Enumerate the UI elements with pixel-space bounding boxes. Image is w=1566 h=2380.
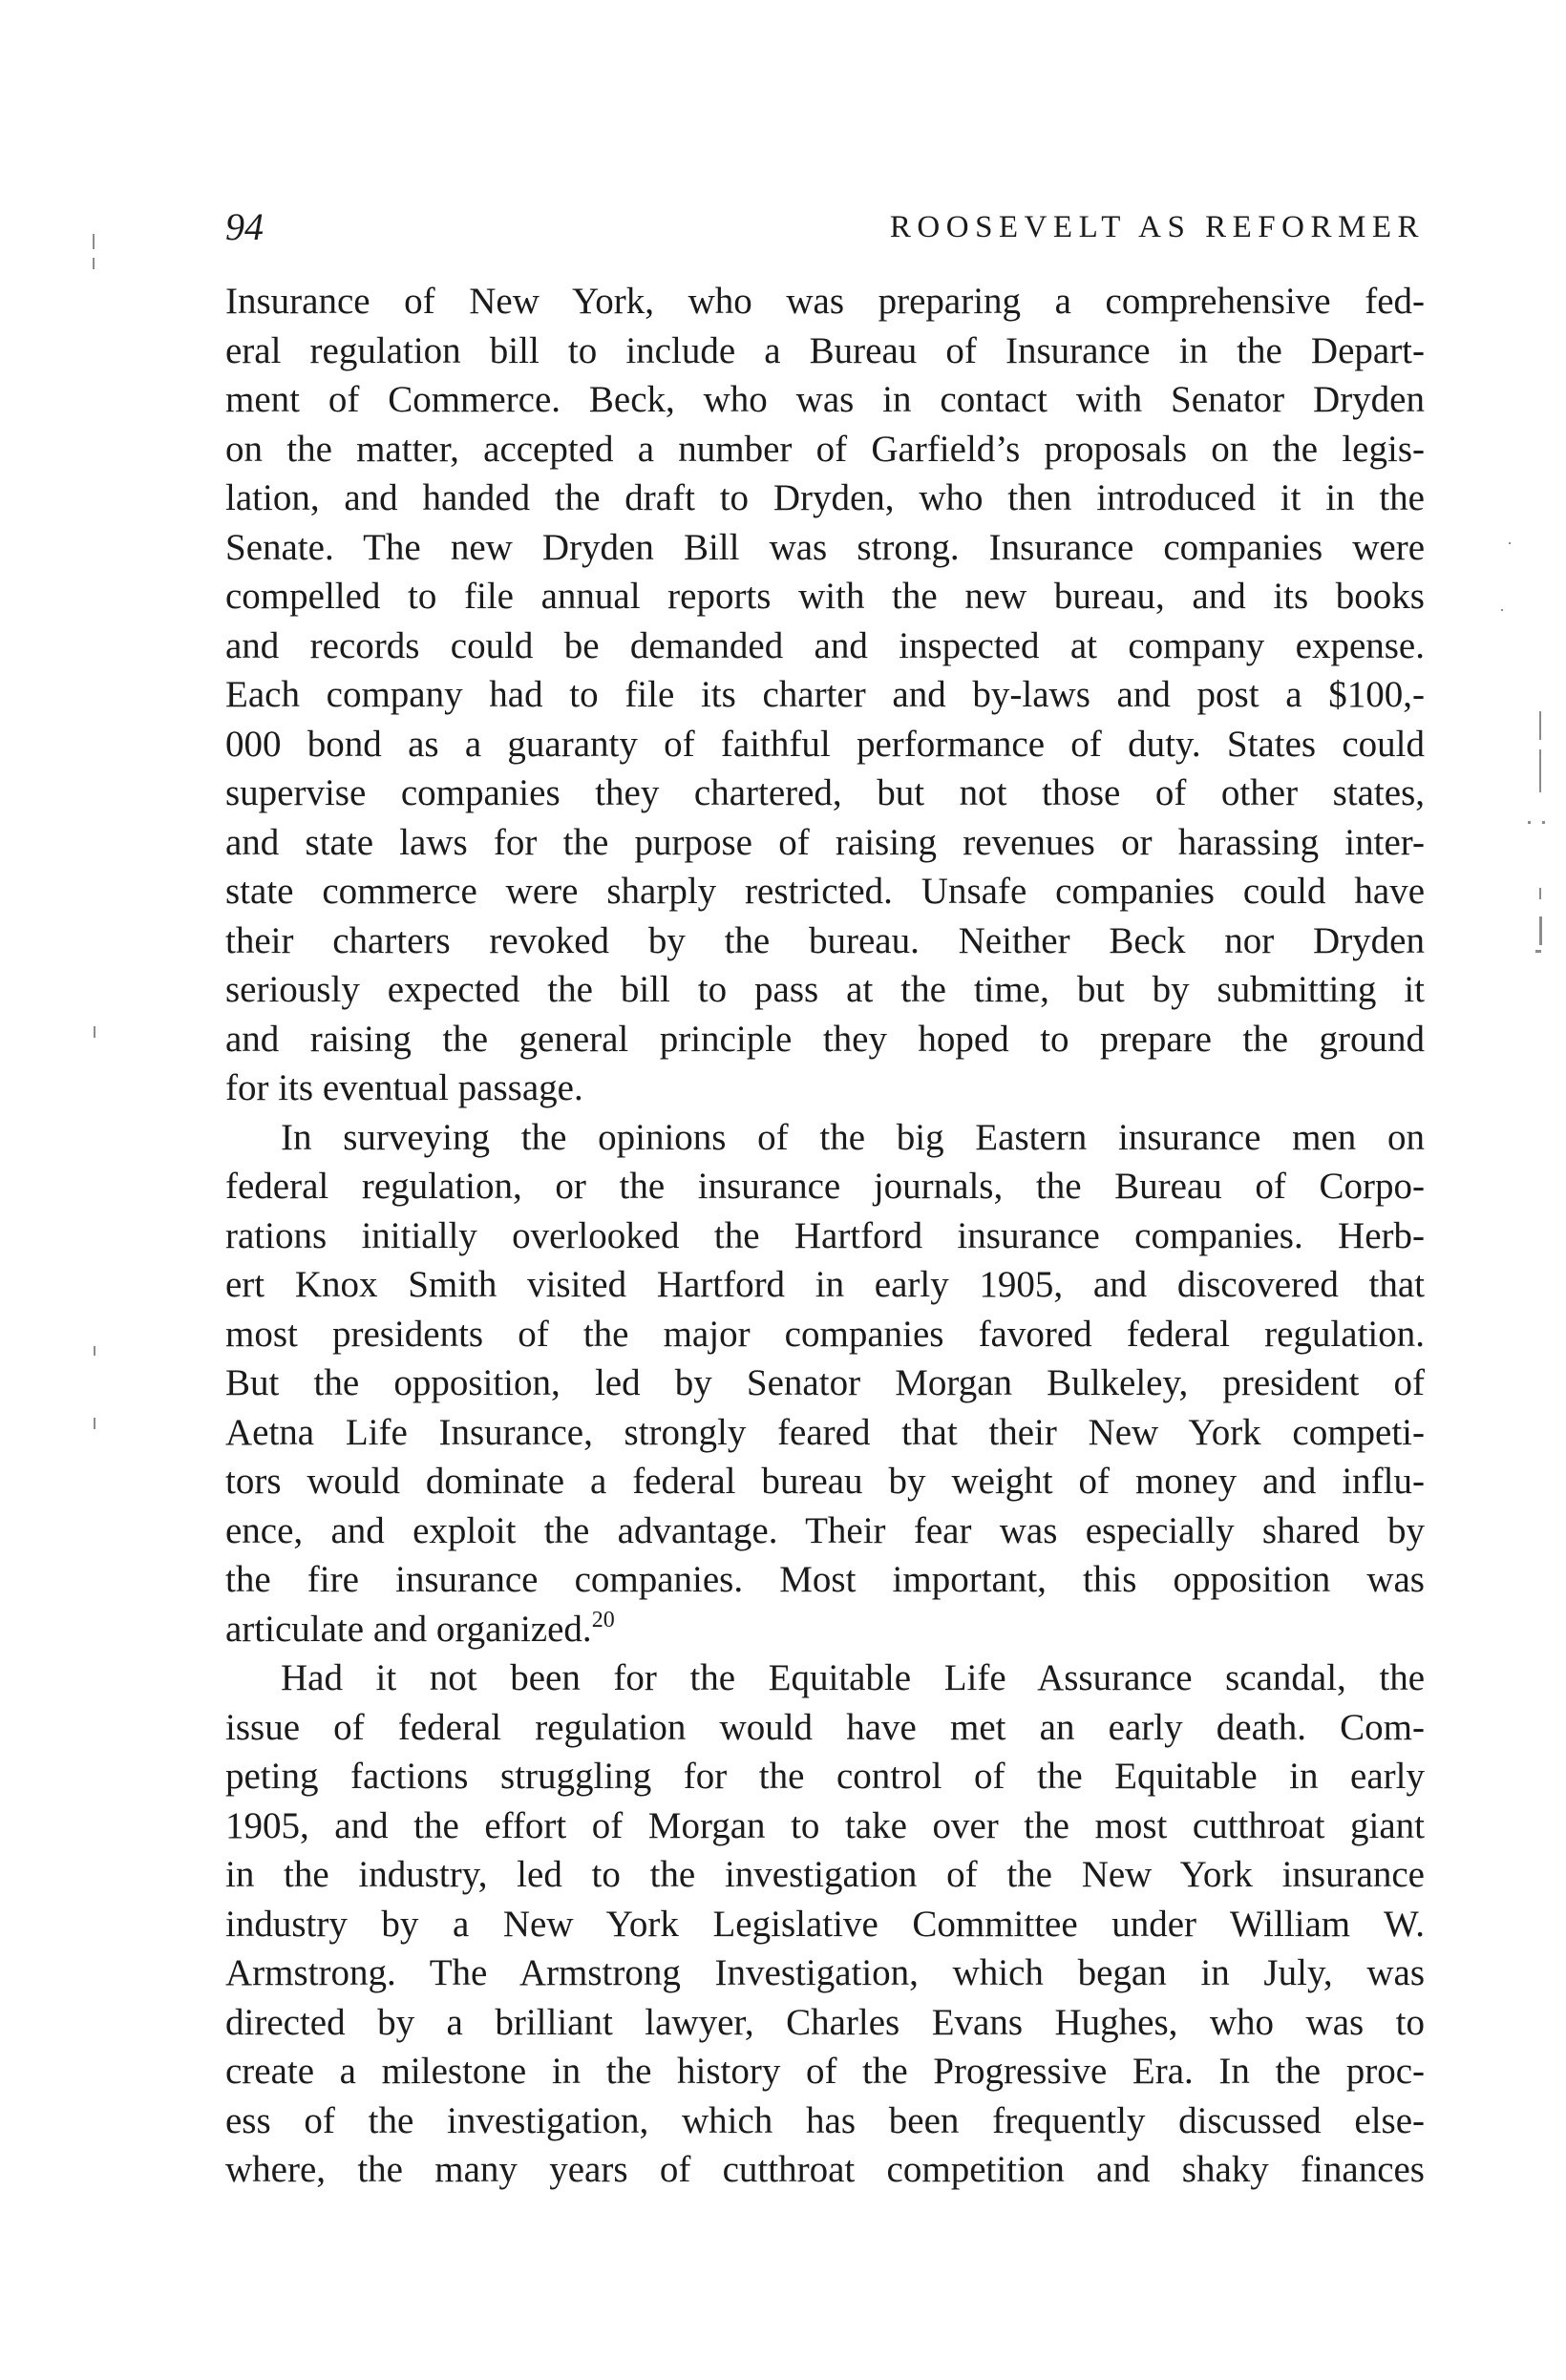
text-line: where, the many years of cutthroat competition and shaky finances <box>225 2149 1425 2190</box>
text-line: seriously expected the bill to pass at the time, but by submitting it <box>225 969 1425 1010</box>
text-line: on the matter, accepted a number of Garfield’s proposals on the legis- <box>225 428 1425 470</box>
text-line: industry by a New York Legislative Committee under William W. <box>225 1903 1425 1945</box>
text-line: state commerce were sharply restricted. Unsafe companies could have <box>225 871 1425 912</box>
text-line: But the opposition, led by Senator Morgan Bulkeley, president of <box>225 1362 1425 1403</box>
text-line: and raising the general principle they hoped to prepare the ground <box>225 1018 1425 1060</box>
text-line: their charters revoked by the bureau. Neither Beck nor Dryden <box>225 919 1425 961</box>
text-line: peting factions struggling for the control of the Equitable in early <box>225 1756 1425 1797</box>
text-line: Insurance of New York, who was preparing a comprehensive fed- <box>225 281 1425 322</box>
text-line: tors would dominate a federal bureau by weight of money and influ- <box>225 1461 1425 1502</box>
text-line <box>225 1605 1425 1654</box>
text-line: create a milestone in the history of the Progressive Era. In the proc- <box>225 2051 1425 2092</box>
text-line: Had it not been for the Equitable Life Assurance scandal, the <box>281 1657 1425 1698</box>
text-line-content: articulate and organized. <box>225 1608 592 1650</box>
text-line: ert Knox Smith visited Hartford in early 1905, and discovered that <box>225 1264 1425 1305</box>
text-line: federal regulation, or the insurance journals, the Bureau of Corpo- <box>225 1166 1425 1207</box>
text-line: supervise companies they chartered, but not those of other states, <box>225 772 1425 813</box>
text-line: ence, and exploit the advantage. Their fear was especially shared by <box>225 1509 1425 1551</box>
text-line: the fire insurance companies. Most important, this opposition was <box>225 1559 1425 1600</box>
body-text <box>225 277 1425 2195</box>
text-line: Senate. The new Dryden Bill was strong. Insurance companies were <box>225 526 1425 568</box>
text-line: Each company had to file its charter and by-laws and post a $100,- <box>225 674 1425 715</box>
text-line: and records could be demanded and inspected at company expense. <box>225 624 1425 666</box>
paragraph <box>225 277 1425 1113</box>
text-line: compelled to file annual reports with the new bureau, and its books <box>225 576 1425 617</box>
running-head <box>225 199 1425 256</box>
text-line: directed by a brilliant lawyer, Charles Evans Hughes, who was to <box>225 2001 1425 2043</box>
text-line: In surveying the opinions of the big Eastern insurance men on <box>281 1116 1425 1158</box>
text-line: 000 bond as a guaranty of faithful performance of duty. States could <box>225 723 1425 765</box>
text-line: Armstrong. The Armstrong Investigation, which began in July, was <box>225 1952 1425 1993</box>
text-line: ess of the investigation, which has been frequently discussed else- <box>225 2099 1425 2141</box>
text-line: most presidents of the major companies favored federal regulation. <box>225 1313 1425 1355</box>
page-number: 94 <box>225 205 264 248</box>
footnote-reference[interactable]: 20 <box>591 1607 615 1632</box>
running-title: ROOSEVELT AS REFORMER <box>889 210 1425 244</box>
text-line: eral regulation bill to include a Bureau of Insurance in the Depart- <box>225 329 1425 371</box>
paragraph <box>225 1653 1425 2195</box>
text-line: for its eventual passage. <box>225 1067 583 1108</box>
text-line: in the industry, led to the investigation of the New York insurance <box>225 1854 1425 1895</box>
text-line: issue of federal regulation would have met an early death. Com- <box>225 1706 1425 1748</box>
text-line: rations initially overlooked the Hartford insurance companies. Herb- <box>225 1214 1425 1256</box>
text-line: ment of Commerce. Beck, who was in contact with Senator Dryden <box>225 379 1425 420</box>
paragraph <box>225 1113 1425 1654</box>
text-line: Aetna Life Insurance, strongly feared that their New York competi- <box>225 1411 1425 1453</box>
text-line: 1905, and the effort of Morgan to take over the most cutthroat giant <box>225 1804 1425 1846</box>
text-line: lation, and handed the draft to Dryden, who then introduced it in the <box>225 477 1425 518</box>
text-line: and state laws for the purpose of raising revenues or harassing inter- <box>225 821 1425 863</box>
